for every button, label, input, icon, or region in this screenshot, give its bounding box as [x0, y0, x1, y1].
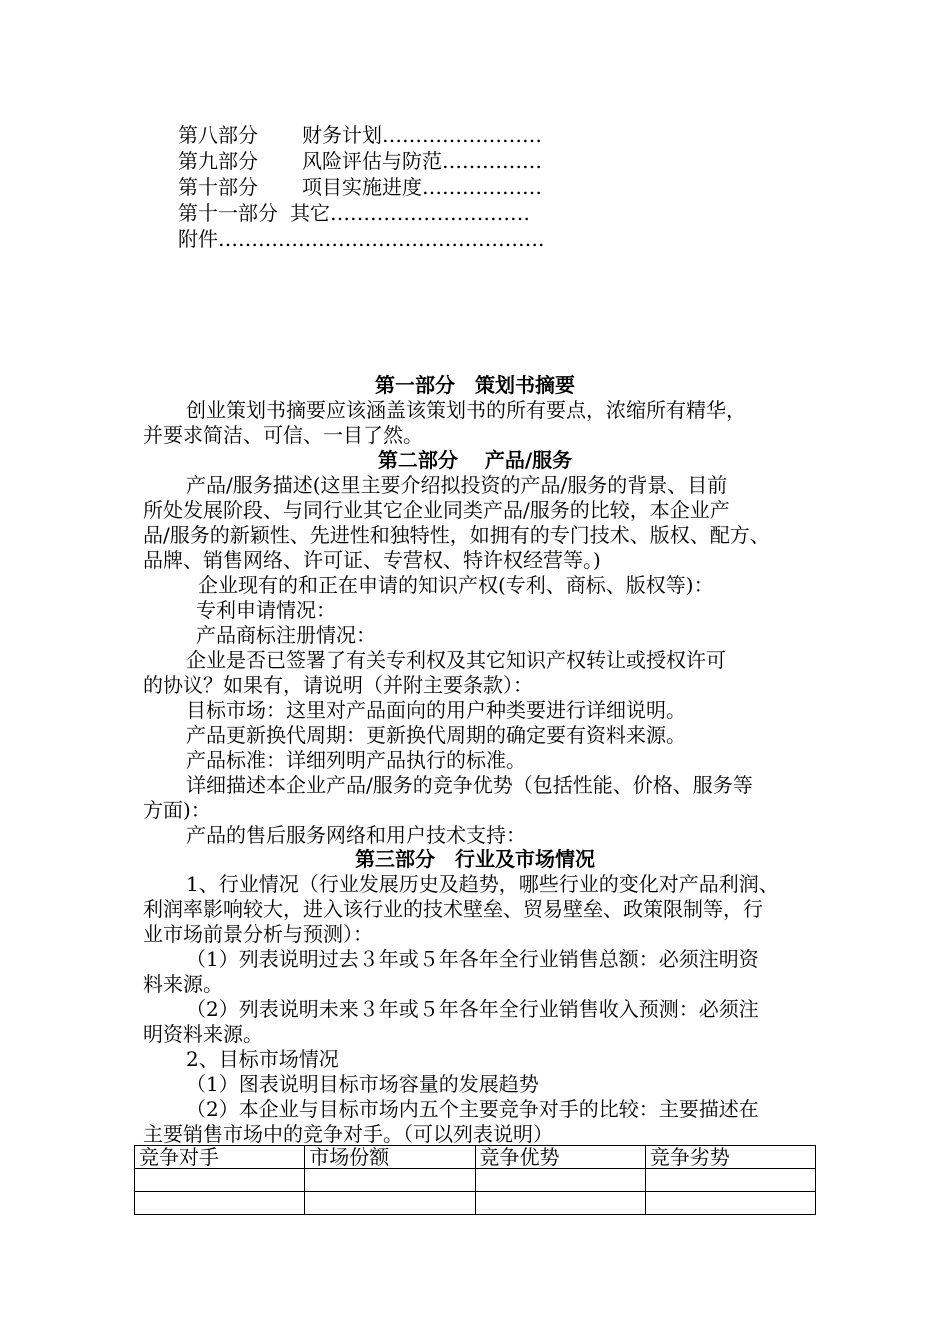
table-cell	[135, 1169, 305, 1192]
toc-item-number: 第十部分	[178, 175, 258, 199]
section-2-text: 产品的售后服务网络和用户技术支持：	[186, 823, 526, 847]
section-2-text: 专利申请情况：	[196, 598, 336, 622]
section-2-text: 目标市场：这里对产品面向的用户种类要进行详细说明。	[186, 698, 686, 722]
toc-item	[178, 200, 530, 226]
section-3-text: （2）列表说明未来３年或５年各年全行业销售收入预测：必须注	[186, 997, 759, 1021]
table-header-cell: 竞争对手	[135, 1146, 305, 1169]
toc-item-title: 项目实施进度………………	[302, 175, 542, 199]
table-cell	[645, 1169, 815, 1192]
section-2-text: 企业现有的和正在申请的知识产权(专利、商标、版权等)：	[198, 573, 714, 597]
table-cell	[305, 1169, 475, 1192]
section-3-text: （2）本企业与目标市场内五个主要竞争对手的比较：主要描述在	[186, 1097, 759, 1121]
section-1-text: 并要求简洁、可信、一目了然。	[143, 423, 423, 447]
toc-item	[178, 148, 542, 174]
toc-item-number: 第九部分	[178, 149, 258, 173]
section-3-text: （1）列表说明过去３年或５年各年全行业销售总额：必须注明资	[186, 947, 759, 971]
section-2-text: 所处发展阶段、与同行业其它企业同类产品/服务的比较，本企业产	[143, 498, 730, 522]
section-3-text: 2、目标市场情况	[186, 1047, 339, 1071]
section-2-text: 方面)：	[143, 798, 211, 822]
toc-appendix: 附件………………………………………….	[178, 227, 545, 251]
table-cell	[475, 1169, 645, 1192]
toc-item-number: 第八部分	[178, 123, 258, 147]
section-3-text: 料来源。	[143, 972, 223, 996]
table-header-cell: 竞争优势	[475, 1146, 645, 1169]
section-2-text: 产品标准：详细列明产品执行的标准。	[186, 748, 526, 772]
section-3-text: 利润率影响较大，进入该行业的技术壁垒、贸易壁垒、政策限制等，行	[143, 897, 763, 921]
toc-item	[178, 174, 542, 200]
section-1-heading: 第一部分 策划书摘要	[375, 373, 575, 397]
section-2-text: 品牌、销售网络、许可证、专营权、特许权经营等。)	[143, 548, 601, 572]
table-header-row	[135, 1146, 816, 1169]
section-3-text: （1）图表说明目标市场容量的发展趋势	[186, 1072, 539, 1096]
section-2-text: 产品商标注册情况：	[196, 623, 376, 647]
section-1-text: 创业策划书摘要应该涵盖该策划书的所有要点，浓缩所有精华，	[186, 398, 746, 422]
toc-item-number: 第十一部分	[178, 201, 278, 225]
section-2-text: 品/服务的新颖性、先进性和独特性，如拥有的专门技术、版权、配方、	[143, 523, 770, 547]
table-header-cell: 竞争劣势	[645, 1146, 815, 1169]
toc-item-title: 财务计划……………………	[302, 123, 542, 147]
toc-item-title: 风险评估与防范……………	[302, 149, 542, 173]
table-row	[135, 1169, 816, 1192]
section-2-text: 企业是否已签署了有关专利权及其它知识产权转让或授权许可	[186, 648, 726, 672]
toc-item-title: 其它…………………………	[290, 201, 530, 225]
section-3-text: 明资料来源。	[143, 1022, 263, 1046]
section-2-text: 的协议？如果有，请说明（并附主要条款）：	[143, 673, 533, 697]
table-row	[135, 1192, 816, 1215]
table-header-cell: 市场份额	[305, 1146, 475, 1169]
competitor-table	[134, 1145, 816, 1215]
toc-item	[178, 122, 542, 148]
table-cell	[135, 1192, 305, 1215]
table-cell	[475, 1192, 645, 1215]
section-3-text: 1、行业情况（行业发展历史及趋势，哪些行业的变化对产品利润、	[186, 872, 779, 896]
section-2-heading: 第二部分 产品/服务	[377, 448, 573, 472]
section-2-text: 详细描述本企业产品/服务的竞争优势（包括性能、价格、服务等	[186, 773, 753, 797]
section-2-text: 产品更新换代周期：更新换代周期的确定要有资料来源。	[186, 723, 686, 747]
section-2-text: 产品/服务描述(这里主要介绍拟投资的产品/服务的背景、目前	[186, 473, 728, 497]
table-cell	[645, 1192, 815, 1215]
section-3-text: 主要销售市场中的竞争对手。（可以列表说明）	[143, 1122, 553, 1146]
table-cell	[305, 1192, 475, 1215]
section-3-heading: 第三部分 行业及市场情况	[355, 847, 595, 871]
section-3-text: 业市场前景分析与预测）：	[143, 922, 373, 946]
